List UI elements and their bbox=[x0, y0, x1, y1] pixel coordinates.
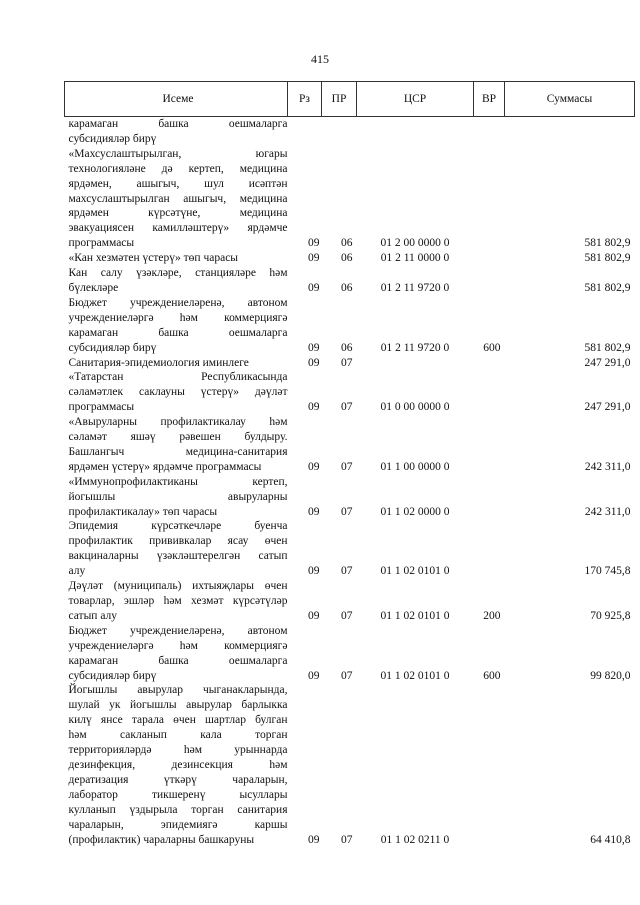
row-vr bbox=[474, 251, 505, 266]
row-csr: 01 2 11 9720 0 bbox=[380, 281, 450, 294]
row-name bbox=[65, 579, 288, 624]
budget-table bbox=[64, 81, 635, 847]
row-name bbox=[65, 475, 288, 520]
row-name-line: ярдәмен үстерү» ярдәмче программасы bbox=[68, 460, 262, 473]
row-vr bbox=[474, 147, 505, 251]
table-row bbox=[65, 356, 635, 371]
row-name bbox=[65, 147, 288, 251]
row-name-line: субсидияләр бирү bbox=[68, 669, 157, 682]
row-rz: 09 bbox=[308, 252, 320, 265]
header-pr: ПР bbox=[322, 82, 357, 117]
row-csr bbox=[357, 356, 474, 371]
table-body bbox=[65, 117, 635, 848]
header-name: Исеме bbox=[65, 82, 288, 117]
row-csr: 01 1 02 0000 0 bbox=[380, 505, 450, 518]
row-name-line: лаборатор тикшеренү ысуллары bbox=[68, 788, 288, 801]
row-name-line: учреждениеләргә һәм коммерциягә bbox=[68, 639, 288, 652]
row-rz: 09 bbox=[308, 833, 320, 846]
row-name-line: «Махсуслаштырылган, югары bbox=[68, 147, 288, 160]
row-rz: 09 bbox=[308, 237, 320, 250]
row-vr bbox=[474, 370, 505, 415]
row-name-line: эвакуациясен камилләштерү» ярдәмче bbox=[68, 222, 288, 235]
row-rz: 09 bbox=[308, 505, 320, 518]
table-row bbox=[65, 579, 635, 624]
row-vr bbox=[474, 266, 505, 296]
row-csr: 01 2 11 0000 0 bbox=[380, 252, 450, 265]
row-name bbox=[65, 415, 288, 475]
header-csr: ЦСР bbox=[357, 82, 474, 117]
page-number: 415 bbox=[311, 52, 329, 66]
row-rz: 09 bbox=[308, 281, 320, 294]
row-rz: 09 bbox=[308, 460, 320, 473]
row-name-line: технологияләне дә кертеп, медицина bbox=[68, 162, 288, 175]
row-pr: 07 bbox=[341, 609, 353, 622]
row-sum: 242 311,0 bbox=[584, 460, 631, 473]
row-vr bbox=[474, 415, 505, 475]
table-row bbox=[65, 475, 635, 520]
row-pr: 06 bbox=[341, 237, 353, 250]
row-name-line: Дәүләт (муниципаль) ихтыяҗлары өчен bbox=[68, 580, 288, 593]
row-csr bbox=[357, 117, 474, 147]
header-sum: Суммасы bbox=[505, 82, 635, 117]
row-name-line: вакциналарны үзәкләштерелгән сатып bbox=[68, 550, 288, 563]
row-name-line: карамаган башка оешмаларга bbox=[68, 118, 288, 130]
row-name-line: Эпидемия күрсәткечләре буенча bbox=[68, 520, 288, 533]
row-name-line: профилактик прививкалар ясау өчен bbox=[68, 535, 288, 548]
row-sum: 581 802,9 bbox=[584, 237, 631, 250]
table-header-row bbox=[65, 82, 635, 117]
row-vr bbox=[474, 519, 505, 579]
row-pr: 07 bbox=[341, 401, 353, 414]
row-sum: 581 802,9 bbox=[584, 281, 631, 294]
row-name-line: алу bbox=[68, 565, 86, 578]
row-name bbox=[65, 519, 288, 579]
row-name-line: карамаган башка оешмаларга bbox=[68, 326, 288, 339]
row-name bbox=[65, 266, 288, 296]
row-pr: 06 bbox=[341, 341, 353, 354]
table-row bbox=[65, 415, 635, 475]
row-sum: 581 802,9 bbox=[584, 252, 631, 265]
row-name-line: товарлар, эшләр һәм хезмәт күрсәтүләр bbox=[68, 595, 288, 607]
row-name-line: һәм сакланып кала торган bbox=[68, 729, 288, 742]
row-pr: 07 bbox=[341, 356, 353, 369]
row-name bbox=[65, 683, 288, 847]
row-name-line: (профилактик) чараларны башкаруны bbox=[68, 833, 255, 846]
table-row bbox=[65, 147, 635, 251]
row-name-line: кулланып үздырыла торган санитария bbox=[68, 803, 288, 816]
row-rz: 09 bbox=[308, 609, 320, 622]
row-name-line: Санитария-эпидемиология иминлеге bbox=[68, 356, 249, 369]
row-sum: 64 410,8 bbox=[590, 833, 631, 846]
row-name-line: ярдәмен күрсәтүне, медицина bbox=[68, 207, 288, 220]
row-pr bbox=[322, 117, 357, 147]
row-name bbox=[65, 624, 288, 684]
row-sum: 70 925,8 bbox=[590, 609, 631, 622]
row-name bbox=[65, 251, 288, 266]
row-pr: 06 bbox=[341, 281, 353, 294]
row-sum: 247 291,0 bbox=[584, 356, 631, 369]
row-rz: 09 bbox=[308, 565, 320, 578]
table-row bbox=[65, 266, 635, 296]
row-csr: 01 1 02 0101 0 bbox=[380, 609, 450, 622]
row-name-line: «Татарстан Республикасында bbox=[68, 371, 288, 384]
table-row bbox=[65, 519, 635, 579]
row-csr: 01 1 02 0101 0 bbox=[380, 565, 450, 578]
row-vr bbox=[474, 117, 505, 147]
table-row bbox=[65, 251, 635, 266]
table-row bbox=[65, 296, 635, 356]
row-csr: 01 0 00 0000 0 bbox=[380, 401, 450, 414]
row-name-line: Бюджет учреждениеләренә, автоном bbox=[68, 296, 288, 309]
row-name-line: Кан салу үзәкләре, станцияләре һәм bbox=[68, 267, 288, 280]
header-rz: Рз bbox=[288, 82, 322, 117]
row-pr: 06 bbox=[341, 252, 353, 265]
header-vr: ВР bbox=[474, 82, 505, 117]
row-name-line: Йогышлы авырулар чыганакларында, bbox=[68, 684, 288, 697]
row-vr bbox=[474, 475, 505, 520]
row-name-line: ярдәмен, ашыгыч, шул исәптән bbox=[68, 177, 288, 190]
row-pr: 07 bbox=[341, 505, 353, 518]
table-row bbox=[65, 370, 635, 415]
row-pr: 07 bbox=[341, 565, 353, 578]
table-row bbox=[65, 683, 635, 847]
row-name-line: профилактикалау» төп чарасы bbox=[68, 505, 218, 518]
row-csr: 01 2 11 9720 0 bbox=[380, 341, 450, 354]
row-pr: 07 bbox=[341, 669, 353, 682]
row-name-line: карамаган башка оешмаларга bbox=[68, 654, 288, 667]
row-sum: 170 745,8 bbox=[584, 565, 631, 578]
row-name-line: субсидияләр бирү bbox=[68, 132, 157, 145]
row-name-line: бүлекләре bbox=[68, 281, 119, 294]
row-sum: 581 802,9 bbox=[584, 341, 631, 354]
row-rz: 09 bbox=[308, 341, 320, 354]
row-name-line: шулай ук йогышлы авырулар барлыкка bbox=[68, 699, 288, 712]
row-csr: 01 1 00 0000 0 bbox=[380, 460, 450, 473]
row-name-line: сәламәт яшәү рәвешен булдыру. bbox=[68, 431, 288, 444]
row-name-line: чараларын, эпидемиягә каршы bbox=[68, 818, 288, 831]
row-rz: 09 bbox=[308, 356, 320, 369]
row-rz: 09 bbox=[308, 669, 320, 682]
row-name-line: субсидияләр бирү bbox=[68, 341, 157, 354]
row-name-line: сәламәтлек саклауны үстерү» дәүләт bbox=[68, 386, 288, 399]
row-vr: 600 bbox=[483, 669, 501, 682]
row-name-line: килү янсе тарала өчен шартлар булган bbox=[68, 714, 288, 727]
row-name-line: программасы bbox=[68, 237, 135, 250]
row-name-line: сатып алу bbox=[68, 609, 118, 622]
row-rz bbox=[288, 117, 322, 147]
row-csr: 01 1 02 0101 0 bbox=[380, 669, 450, 682]
row-sum: 242 311,0 bbox=[584, 505, 631, 518]
row-rz: 09 bbox=[308, 401, 320, 414]
row-vr: 600 bbox=[483, 341, 501, 354]
row-sum: 99 820,0 bbox=[590, 669, 631, 682]
row-name-line: Бюджет учреждениеләренә, автоном bbox=[68, 624, 288, 637]
row-pr: 07 bbox=[341, 460, 353, 473]
row-name-line: дератизация үткәрү чараларын, bbox=[68, 773, 288, 786]
row-name-line: программасы bbox=[68, 401, 135, 414]
row-sum bbox=[505, 117, 635, 147]
row-name-line: йогышлы авыруларны bbox=[68, 490, 288, 503]
row-sum: 247 291,0 bbox=[584, 401, 631, 414]
row-name-line: дезинфекция, дезинсекция һәм bbox=[68, 758, 288, 771]
row-pr: 07 bbox=[341, 833, 353, 846]
row-name bbox=[65, 296, 288, 356]
row-name-line: «Авыруларны профилактикалау һәм bbox=[68, 416, 288, 429]
row-csr: 01 1 02 0211 0 bbox=[380, 833, 450, 846]
row-name bbox=[65, 370, 288, 415]
row-name-line: махсуслаштырылган ашыгыч, медицина bbox=[68, 192, 288, 205]
row-csr: 01 2 00 0000 0 bbox=[380, 237, 450, 250]
row-name-line: территорияләрдә һәм урыннарда bbox=[68, 744, 288, 757]
row-name bbox=[65, 117, 288, 147]
row-name-line: учреждениеләргә һәм коммерциягә bbox=[68, 311, 288, 324]
table-row bbox=[65, 624, 635, 684]
row-name-line: «Кан хезмәтен үстерү» төп чарасы bbox=[68, 252, 239, 265]
row-vr bbox=[474, 683, 505, 847]
row-name-line: Башлангыч медицина-санитария bbox=[68, 445, 288, 458]
row-name bbox=[65, 356, 288, 371]
table-row bbox=[65, 117, 635, 147]
row-name-line: «Иммунопрофилактиканы кертеп, bbox=[68, 475, 288, 488]
row-vr: 200 bbox=[483, 609, 501, 622]
row-vr bbox=[474, 356, 505, 371]
